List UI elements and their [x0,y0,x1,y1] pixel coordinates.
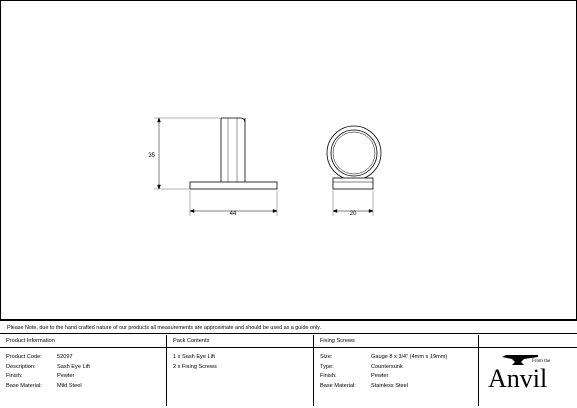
brand-logo [480,347,577,406]
screw-value: Gauge 8 x 3/4" (4mm x 19mm) [371,354,448,360]
height-dimension-label: 35 [148,153,155,159]
column-divider [478,335,479,406]
product-information-heading: Product Information [0,335,166,348]
screw-value: Pewter [371,373,389,379]
info-key: Finish: [6,373,23,379]
info-key: Description: [6,363,36,370]
info-value: Sash Eye Lift [57,363,90,370]
screw-key: Size: [320,354,333,360]
pack-item: 2 x Fixing Screws [173,363,217,370]
screw-value: Countersunk [371,363,403,370]
screw-key: Base Material: [320,382,356,389]
info-value: 52097 [57,354,73,360]
screw-row [320,363,478,373]
pack-contents-section [167,335,313,406]
fixing-screws-heading: Fixing Screws [314,335,478,348]
screw-key: Type: [320,363,334,370]
info-key: Base Material: [6,382,42,389]
info-row [6,372,166,382]
screw-value: Stainless Steel [371,382,409,389]
disclaimer-note: Please Note, due to the hand crafted nature of our products all measurements are approximate and should be used as a guide only. [0,320,577,334]
drawing-border [1,1,577,320]
info-row [6,363,166,373]
screw-row [320,382,478,392]
screw-row [320,372,478,382]
info-row [6,353,166,363]
end-view [327,126,381,216]
anvil-logo [480,347,577,406]
screw-key: Finish: [320,373,337,379]
pack-item: 1 x Sash Eye Lift [173,354,215,360]
info-key: Product Code: [6,354,42,360]
fixing-screws-section [314,335,478,406]
logo-tagline: From the [532,359,551,364]
screw-row [320,353,478,363]
info-value: Mild Steel [57,382,82,389]
pack-contents-heading: Pack Contents [167,335,313,348]
info-row [6,382,166,392]
height-dimension [154,118,220,189]
info-value: Pewter [57,373,75,379]
product-information-section [0,335,166,406]
logo-wordmark: Anvil [488,364,548,393]
side-view [154,118,277,216]
info-table [0,335,577,406]
width-dimension-label: 44 [229,211,237,217]
end-width-dimension-label: 20 [349,211,357,217]
